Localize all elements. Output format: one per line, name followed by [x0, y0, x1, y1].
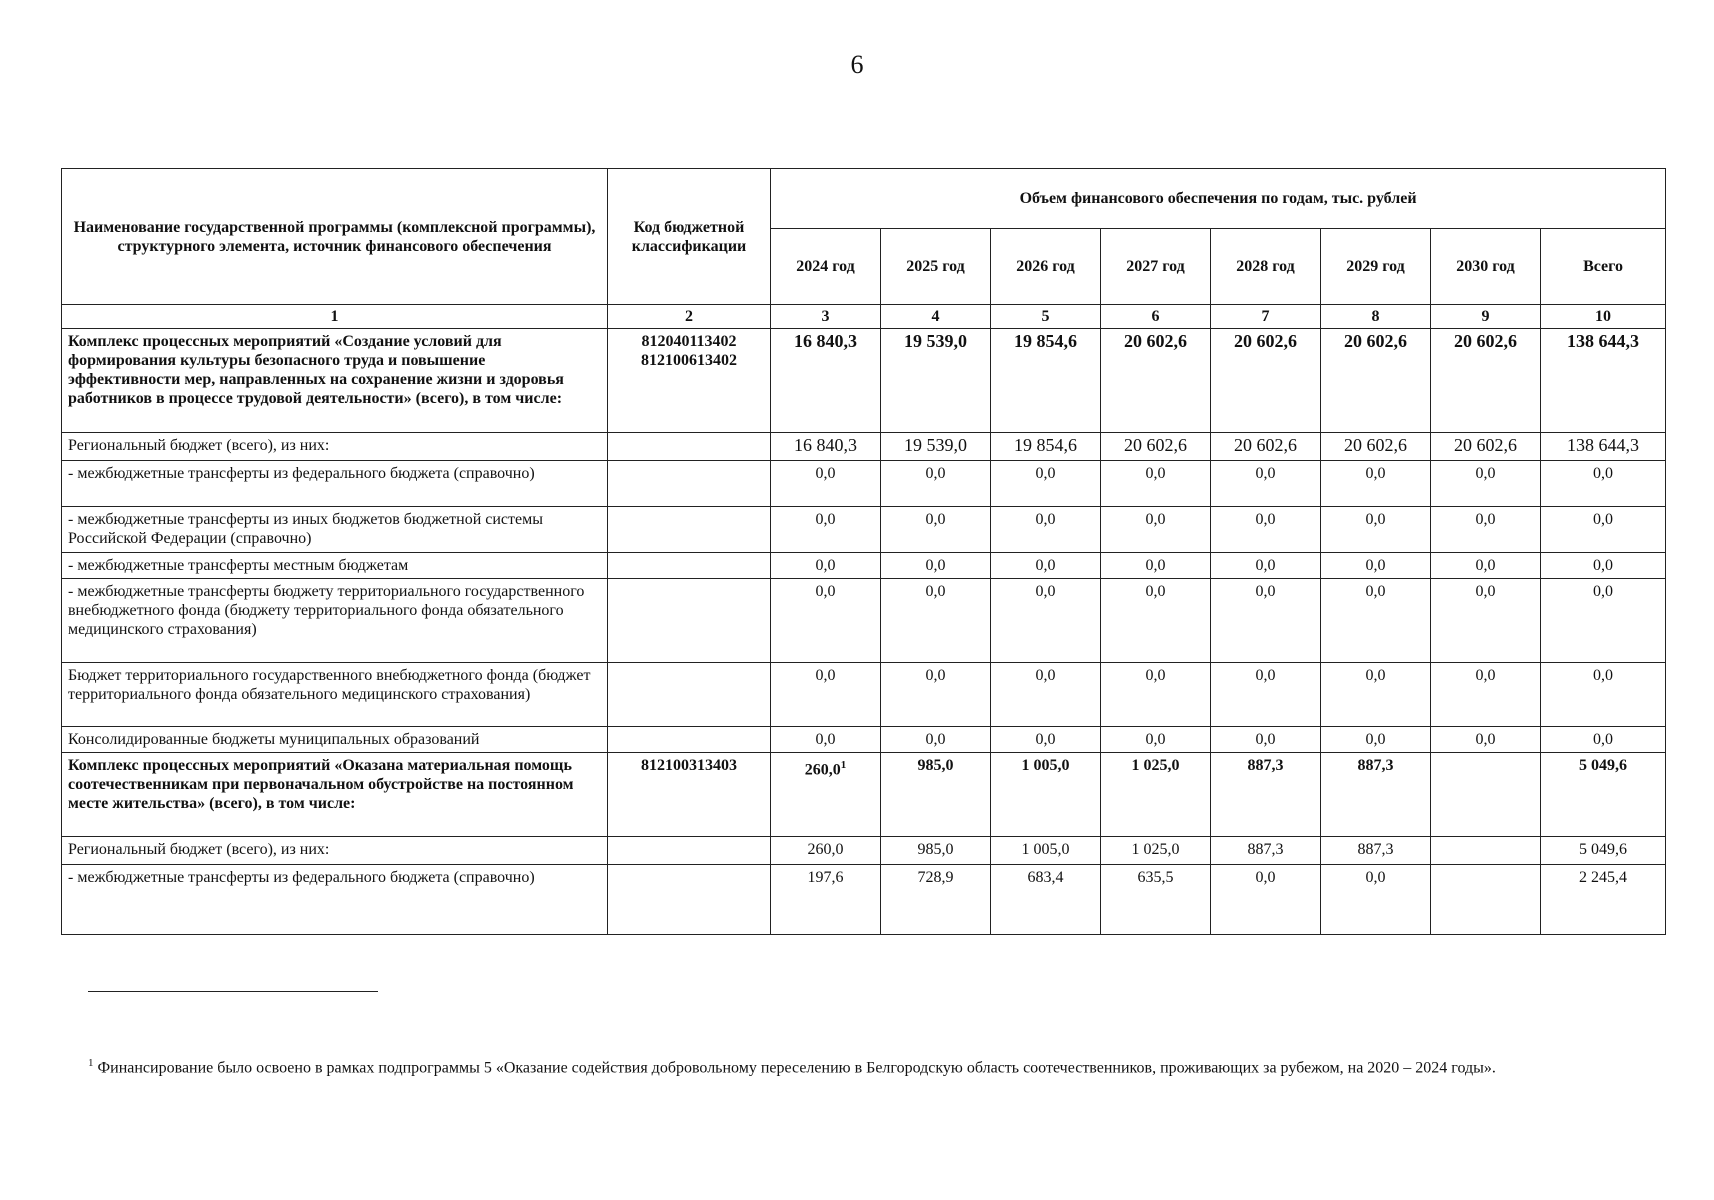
row-value — [1211, 865, 1321, 935]
value-text: 0,0 — [925, 583, 946, 600]
value-text: 0,0 — [1145, 465, 1166, 482]
value-text: 0,0 — [1035, 557, 1056, 574]
value-text: 0,0 — [815, 557, 836, 574]
row-value — [771, 433, 881, 461]
row-value — [771, 865, 881, 935]
row-value — [1211, 837, 1321, 865]
row-value — [1101, 837, 1211, 865]
header-year: 2030 год — [1431, 229, 1541, 305]
row-value — [1321, 663, 1431, 727]
row-name: Консолидированные бюджеты муниципальных образований — [62, 727, 608, 753]
value-text: 0,0 — [925, 557, 946, 574]
header-year: 2026 год — [991, 229, 1101, 305]
row-value — [991, 579, 1101, 663]
footnote-mark: 1 — [88, 1057, 94, 1069]
row-value — [1101, 579, 1211, 663]
column-number: 7 — [1211, 305, 1321, 329]
value-text: 138 644,3 — [1567, 435, 1640, 455]
value-text: 0,0 — [1475, 465, 1496, 482]
row-value — [771, 579, 881, 663]
value-text: 138 644,3 — [1567, 331, 1640, 351]
row-budget-code: 812040113402 812100613402 — [608, 329, 771, 433]
column-number: 5 — [991, 305, 1101, 329]
row-value — [1431, 837, 1541, 865]
value-text: 197,6 — [807, 869, 844, 886]
value-text: 260,0 — [807, 841, 844, 858]
row-value — [1101, 433, 1211, 461]
row-value — [1101, 663, 1211, 727]
column-number: 6 — [1101, 305, 1211, 329]
value-text: 728,9 — [917, 869, 954, 886]
row-budget-code — [608, 553, 771, 579]
value-text: 0,0 — [1475, 583, 1496, 600]
row-value — [991, 507, 1101, 553]
header-year: 2024 год — [771, 229, 881, 305]
table-row — [62, 329, 1666, 433]
row-budget-code — [608, 461, 771, 507]
value-text: 20 602,6 — [1344, 435, 1407, 455]
row-value — [881, 837, 991, 865]
value-text: 20 602,6 — [1124, 435, 1187, 455]
value-text: 0,0 — [1593, 583, 1614, 600]
row-value — [1541, 727, 1666, 753]
row-value — [881, 507, 991, 553]
value-text: 1 005,0 — [1021, 841, 1070, 858]
row-value — [881, 329, 991, 433]
column-number: 10 — [1541, 305, 1666, 329]
row-value — [881, 553, 991, 579]
value-text: 887,3 — [1357, 757, 1394, 774]
row-value — [991, 433, 1101, 461]
column-number: 3 — [771, 305, 881, 329]
row-value — [771, 507, 881, 553]
row-value — [771, 753, 881, 837]
row-value — [881, 727, 991, 753]
value-text: 0,0 — [1365, 557, 1386, 574]
table-row — [62, 461, 1666, 507]
row-value — [991, 865, 1101, 935]
value-text: 0,0 — [1255, 869, 1276, 886]
row-name: - межбюджетные трансферты бюджету территориального государственного внебюджетного фонда (бюджету территориального фонда обязательного медицинского страхования) — [62, 579, 608, 663]
value-text: 0,0 — [1255, 557, 1276, 574]
row-value — [1541, 663, 1666, 727]
value-text: 0,0 — [1255, 465, 1276, 482]
value-text: 0,0 — [1035, 511, 1056, 528]
row-value — [1541, 865, 1666, 935]
row-value — [1101, 753, 1211, 837]
header-year: 2025 год — [881, 229, 991, 305]
row-value — [881, 753, 991, 837]
row-value — [991, 553, 1101, 579]
value-text: 0,0 — [1035, 667, 1056, 684]
value-text: 985,0 — [917, 841, 954, 858]
row-value — [771, 329, 881, 433]
row-value — [881, 461, 991, 507]
row-value — [1431, 433, 1541, 461]
table-row — [62, 579, 1666, 663]
value-text: 20 602,6 — [1344, 331, 1407, 351]
footnote-text: Финансирование было освоено в рамках подпрограммы 5 «Оказание содействия добровольному переселению в Белгородскую область соотечественников, проживающих за рубежом, на 2020 – 2024 годы». — [93, 1059, 1496, 1077]
value-text: 19 539,0 — [904, 331, 967, 351]
row-value — [1321, 329, 1431, 433]
row-value — [1431, 553, 1541, 579]
value-text: 0,0 — [1593, 667, 1614, 684]
row-value — [1321, 461, 1431, 507]
value-text: 20 602,6 — [1234, 435, 1297, 455]
value-text: 0,0 — [925, 465, 946, 482]
value-text: 16 840,3 — [794, 435, 857, 455]
value-text: 0,0 — [815, 465, 836, 482]
row-value — [1321, 553, 1431, 579]
row-value — [1101, 507, 1211, 553]
value-text: 0,0 — [1035, 465, 1056, 482]
value-text: 0,0 — [1255, 511, 1276, 528]
row-name: Комплекс процессных мероприятий «Создание условий для формирования культуры безопасного труда и повышение эффективности мер, направленных на сохранение жизни и здоровья работников в процессе трудовой деятельности» (всего), в том числе: — [62, 329, 608, 433]
row-budget-code — [608, 663, 771, 727]
row-value — [991, 753, 1101, 837]
value-text: 635,5 — [1137, 869, 1174, 886]
header-year: 2028 год — [1211, 229, 1321, 305]
financing-table — [61, 168, 1666, 935]
row-value — [1321, 753, 1431, 837]
value-text: 5 049,6 — [1579, 757, 1628, 774]
row-value — [1321, 865, 1431, 935]
value-text: 1 005,0 — [1021, 757, 1070, 774]
value-text: 0,0 — [815, 511, 836, 528]
value-text: 20 602,6 — [1454, 435, 1517, 455]
row-value — [1211, 329, 1321, 433]
value-text: 887,3 — [1247, 757, 1284, 774]
table-row — [62, 553, 1666, 579]
value-text: 887,3 — [1357, 841, 1394, 858]
row-value — [771, 837, 881, 865]
value-text: 0,0 — [1145, 511, 1166, 528]
value-text: 887,3 — [1247, 841, 1284, 858]
value-text: 260,0 — [804, 761, 841, 779]
value-text: 0,0 — [1475, 731, 1496, 748]
value-text: 0,0 — [1593, 465, 1614, 482]
row-budget-code — [608, 837, 771, 865]
table-row — [62, 663, 1666, 727]
column-number: 9 — [1431, 305, 1541, 329]
header-year: 2027 год — [1101, 229, 1211, 305]
value-text: 19 854,6 — [1014, 435, 1077, 455]
row-name: Региональный бюджет (всего), из них: — [62, 433, 608, 461]
row-value — [1211, 553, 1321, 579]
row-value — [1211, 433, 1321, 461]
table-row — [62, 507, 1666, 553]
row-value — [1431, 753, 1541, 837]
financing-table-wrap — [61, 168, 1665, 935]
table-row — [62, 837, 1666, 865]
row-value — [991, 329, 1101, 433]
value-text: 19 539,0 — [904, 435, 967, 455]
value-text: 0,0 — [1593, 511, 1614, 528]
row-value — [1431, 507, 1541, 553]
row-value — [881, 865, 991, 935]
row-value — [881, 663, 991, 727]
row-value — [881, 579, 991, 663]
value-text: 985,0 — [917, 757, 954, 774]
row-name: - межбюджетные трансферты из федерального бюджета (справочно) — [62, 461, 608, 507]
row-value — [1321, 579, 1431, 663]
value-text: 0,0 — [815, 583, 836, 600]
value-text: 0,0 — [1365, 465, 1386, 482]
row-value — [771, 663, 881, 727]
row-value — [1101, 865, 1211, 935]
row-name: Комплекс процессных мероприятий «Оказана материальная помощь соотечественникам при первоначальном обустройстве на постоянном месте жительства» (всего), в том числе: — [62, 753, 608, 837]
header-name: Наименование государственной программы (комплексной программы), структурного элемента, источник финансового обеспечения — [62, 169, 608, 305]
row-value — [1431, 663, 1541, 727]
value-text: 0,0 — [1255, 583, 1276, 600]
value-text: 0,0 — [925, 511, 946, 528]
row-value — [1321, 837, 1431, 865]
header-year: 2029 год — [1321, 229, 1431, 305]
value-text: 0,0 — [1145, 667, 1166, 684]
value-text: 20 602,6 — [1124, 331, 1187, 351]
row-value — [1101, 727, 1211, 753]
value-text: 0,0 — [1035, 583, 1056, 600]
table-row — [62, 865, 1666, 935]
value-text: 1 025,0 — [1131, 841, 1180, 858]
value-text: 0,0 — [1475, 557, 1496, 574]
row-value — [991, 837, 1101, 865]
row-value — [1541, 433, 1666, 461]
row-value — [771, 461, 881, 507]
row-budget-code — [608, 727, 771, 753]
footnote-separator — [88, 991, 378, 992]
column-number: 1 — [62, 305, 608, 329]
value-text: 0,0 — [1145, 583, 1166, 600]
column-number: 4 — [881, 305, 991, 329]
table-row — [62, 727, 1666, 753]
row-value — [1321, 433, 1431, 461]
row-value — [1101, 329, 1211, 433]
value-text: 19 854,6 — [1014, 331, 1077, 351]
value-text: 0,0 — [1255, 731, 1276, 748]
value-text: 0,0 — [1145, 557, 1166, 574]
column-number: 2 — [608, 305, 771, 329]
value-text: 0,0 — [1365, 583, 1386, 600]
row-value — [1431, 461, 1541, 507]
header-year: Всего — [1541, 229, 1666, 305]
value-text: 0,0 — [1145, 731, 1166, 748]
row-value — [1541, 579, 1666, 663]
row-budget-code — [608, 579, 771, 663]
column-number: 8 — [1321, 305, 1431, 329]
row-value — [771, 553, 881, 579]
row-value — [1541, 461, 1666, 507]
row-value — [991, 461, 1101, 507]
value-text: 0,0 — [815, 667, 836, 684]
row-value — [1431, 865, 1541, 935]
row-budget-code: 812100313403 — [608, 753, 771, 837]
row-name: Региональный бюджет (всего), из них: — [62, 837, 608, 865]
row-value — [1431, 579, 1541, 663]
value-text: 0,0 — [925, 731, 946, 748]
value-text: 0,0 — [1365, 869, 1386, 886]
row-budget-code — [608, 433, 771, 461]
row-value — [1211, 727, 1321, 753]
header-code: Код бюджетной классификации — [608, 169, 771, 305]
row-value — [1541, 329, 1666, 433]
row-value — [1321, 507, 1431, 553]
row-value — [991, 727, 1101, 753]
row-value — [1321, 727, 1431, 753]
row-value — [1541, 753, 1666, 837]
row-value — [1431, 727, 1541, 753]
row-value — [1541, 507, 1666, 553]
footnote-reference: 1 — [840, 759, 847, 771]
value-text: 0,0 — [1593, 557, 1614, 574]
row-value — [1541, 553, 1666, 579]
value-text: 0,0 — [925, 667, 946, 684]
row-name: - межбюджетные трансферты из федерального бюджета (справочно) — [62, 865, 608, 935]
value-text: 0,0 — [1475, 511, 1496, 528]
value-text: 0,0 — [1365, 731, 1386, 748]
row-value — [1211, 753, 1321, 837]
row-value — [771, 727, 881, 753]
row-value — [1101, 553, 1211, 579]
value-text: 0,0 — [1593, 731, 1614, 748]
value-text: 5 049,6 — [1579, 841, 1628, 858]
value-text: 16 840,3 — [794, 331, 857, 351]
row-value — [1431, 329, 1541, 433]
row-budget-code — [608, 507, 771, 553]
row-name: Бюджет территориального государственного внебюджетного фонда (бюджет территориального фонда обязательного медицинского страхования) — [62, 663, 608, 727]
value-text: 2 245,4 — [1579, 869, 1628, 886]
row-value — [1211, 461, 1321, 507]
value-text: 0,0 — [1475, 667, 1496, 684]
value-text: 0,0 — [1255, 667, 1276, 684]
header-volume: Объем финансового обеспечения по годам, тыс. рублей — [771, 169, 1666, 229]
value-text: 0,0 — [815, 731, 836, 748]
value-text: 683,4 — [1027, 869, 1064, 886]
row-value — [1101, 461, 1211, 507]
row-value — [1211, 579, 1321, 663]
row-value — [1541, 837, 1666, 865]
row-value — [1211, 663, 1321, 727]
value-text: 0,0 — [1035, 731, 1056, 748]
table-row — [62, 433, 1666, 461]
value-text: 0,0 — [1365, 511, 1386, 528]
value-text: 0,0 — [1365, 667, 1386, 684]
row-value — [1211, 507, 1321, 553]
table-row — [62, 753, 1666, 837]
row-name: - межбюджетные трансферты местным бюджетам — [62, 553, 608, 579]
value-text: 1 025,0 — [1131, 757, 1180, 774]
page-number: 6 — [850, 50, 864, 79]
row-value — [991, 663, 1101, 727]
row-budget-code — [608, 865, 771, 935]
row-value — [881, 433, 991, 461]
value-text: 20 602,6 — [1234, 331, 1297, 351]
footnote — [88, 1053, 1588, 1078]
row-name: - межбюджетные трансферты из иных бюджетов бюджетной системы Российской Федерации (справочно) — [62, 507, 608, 553]
value-text: 20 602,6 — [1454, 331, 1517, 351]
